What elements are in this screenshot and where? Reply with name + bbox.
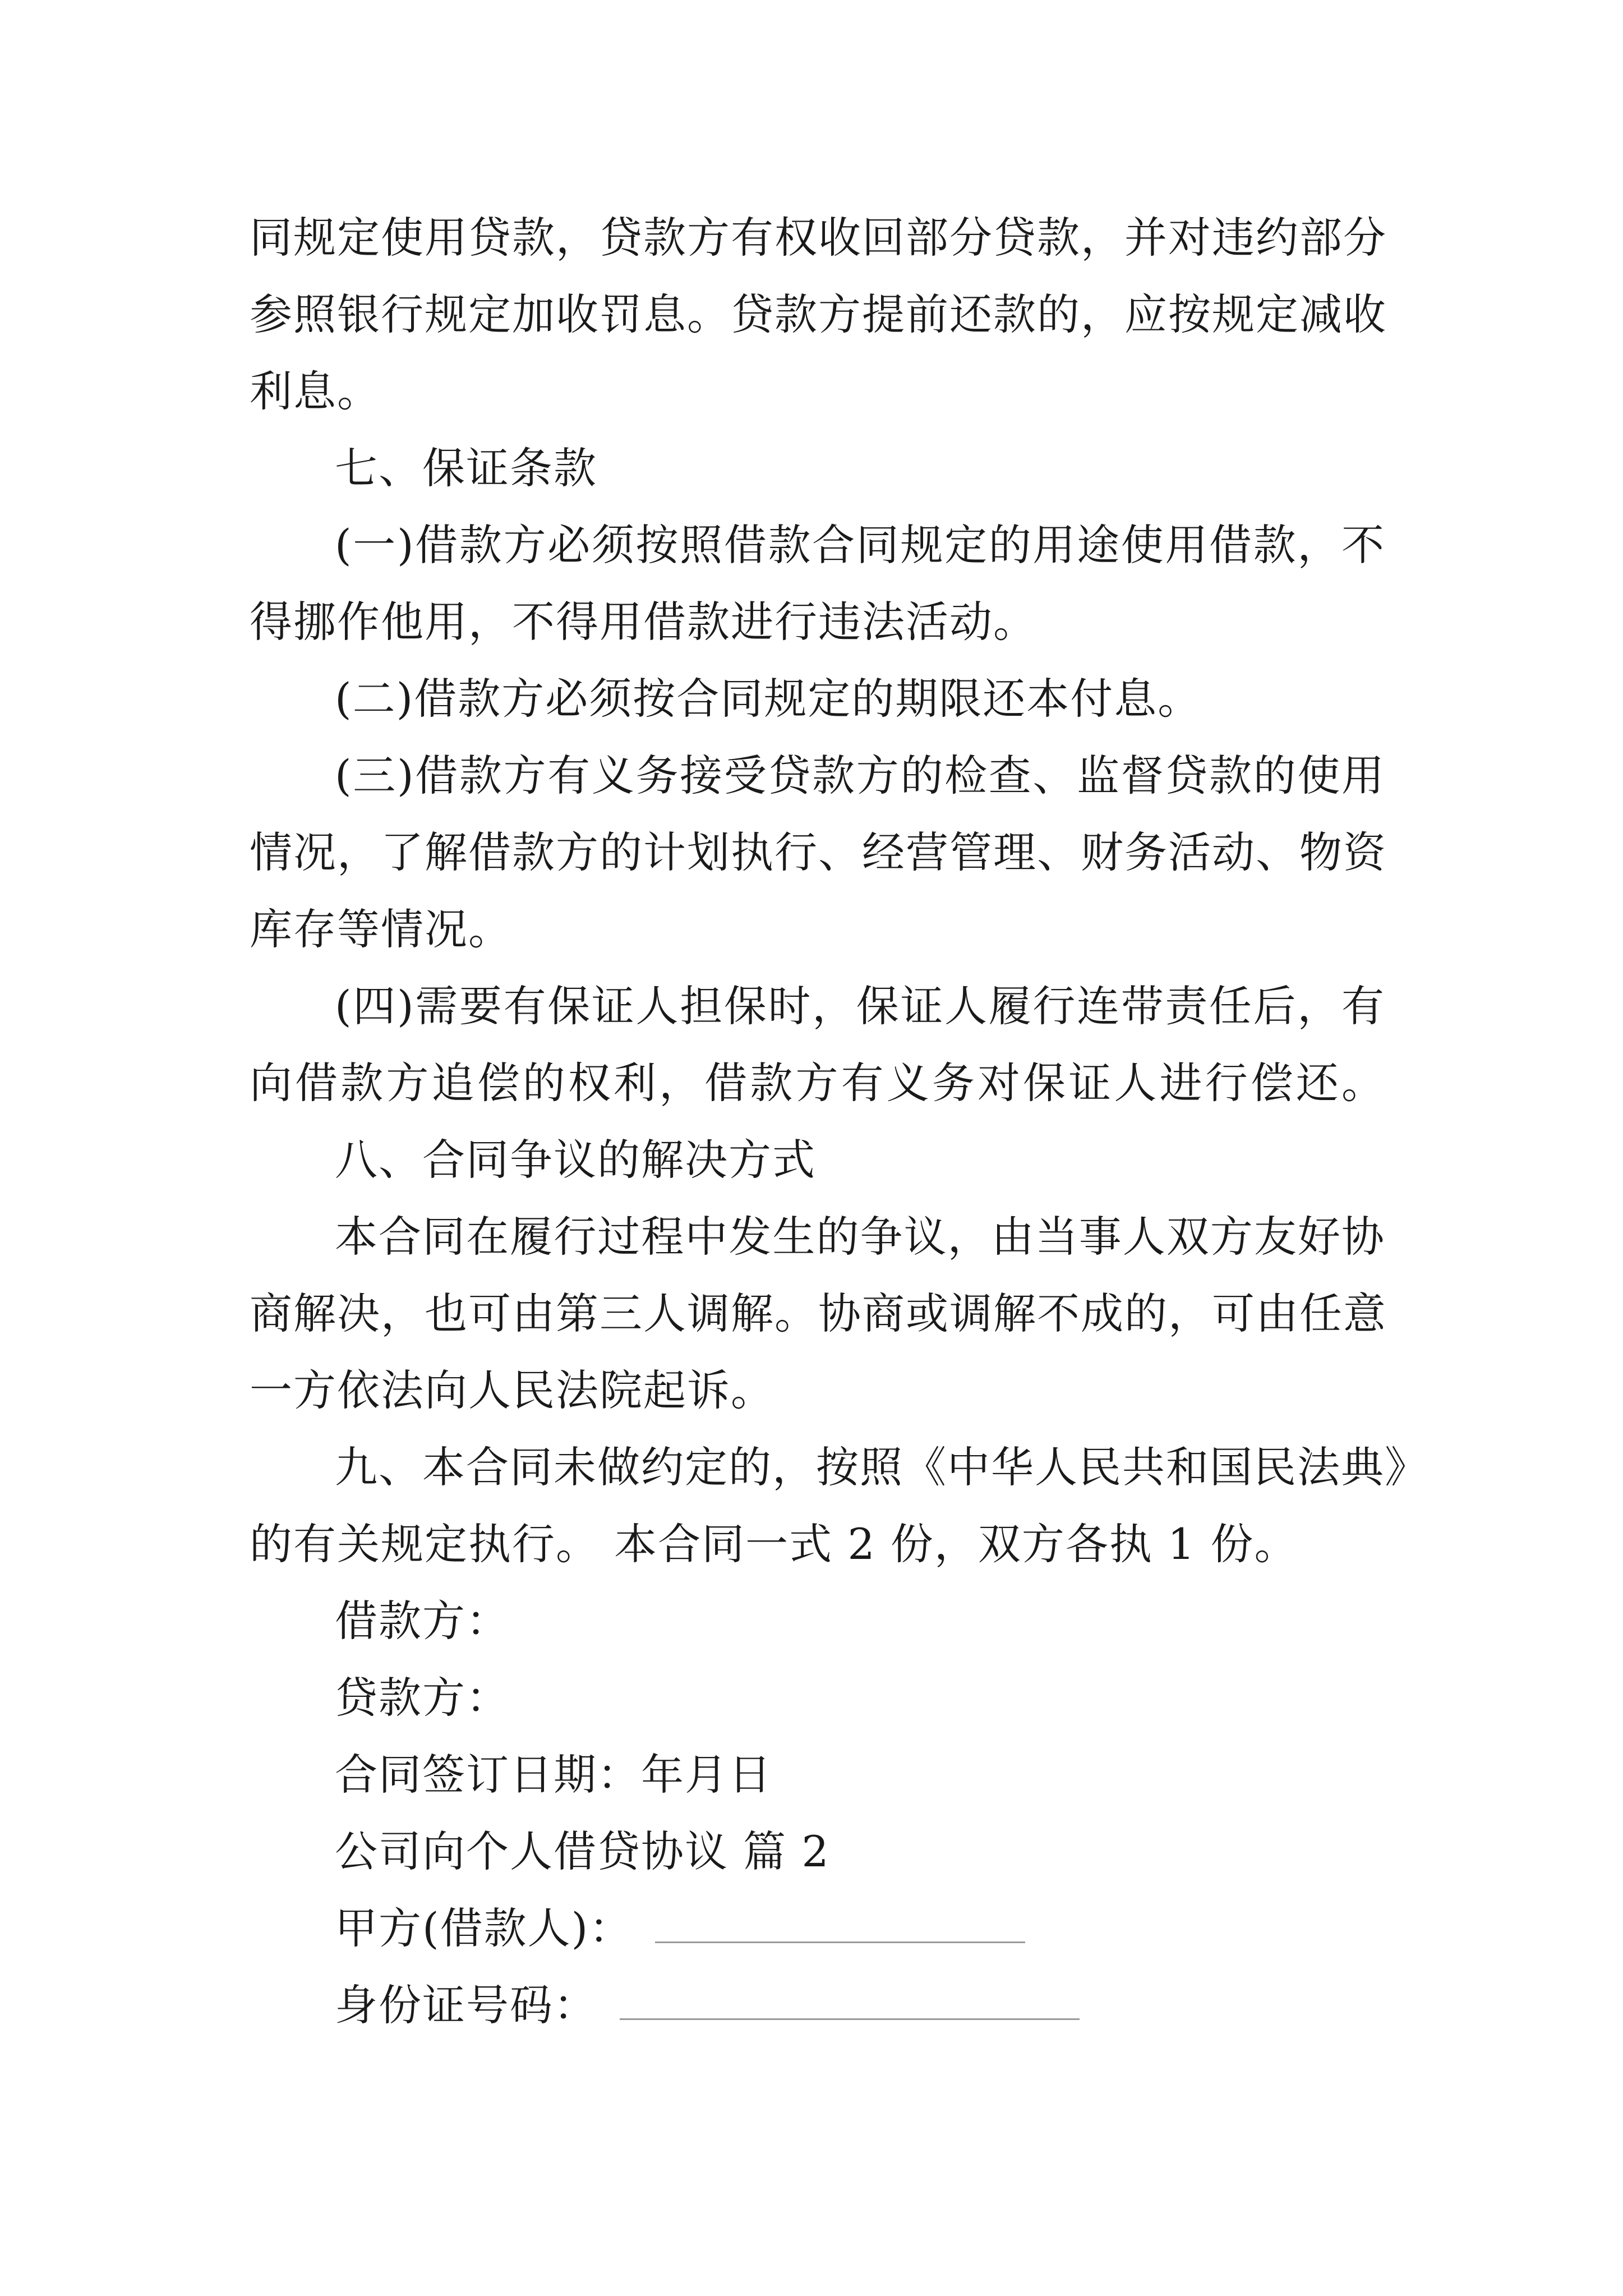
paragraph-line: 得挪作他用，不得用借款进行违法活动。 xyxy=(250,597,1037,647)
paragraph-line: (一)借款方必须按照借款合同规定的用途使用借款，不 xyxy=(335,520,1385,570)
paragraph-line: (四)需要有保证人担保时，保证人履行连带责任后，有 xyxy=(335,981,1385,1031)
paragraph-line: 利息。 xyxy=(250,366,381,416)
document-body xyxy=(250,199,1428,2044)
paragraph-line: 一方依法向人民法院起诉。 xyxy=(250,1365,774,1415)
paragraph-line: 商解决，也可由第三人调解。协商或调解不成的，可由任意 xyxy=(250,1289,1387,1338)
party-a-blank xyxy=(655,1909,1025,1943)
section-heading: 八、合同争议的解决方式 xyxy=(335,1135,816,1185)
paragraph-line: 库存等情况。 xyxy=(250,904,512,954)
paragraph-line: 情况，了解借款方的计划执行、经营管理、财务活动、物资 xyxy=(250,827,1387,877)
section-title: 公司向个人借贷协议 篇 2 xyxy=(335,1826,830,1876)
paragraph-line: 本合同在履行过程中发生的争议，由当事人双方友好协 xyxy=(335,1212,1385,1262)
signing-date-label: 合同签订日期：年月日 xyxy=(335,1750,772,1800)
party-a-label: 甲方(借款人)： xyxy=(335,1903,633,1953)
lender-signature-label: 贷款方： xyxy=(335,1673,510,1723)
id-number-blank xyxy=(620,1986,1080,2020)
paragraph-line: 的有关规定执行。 本合同一式 2 份，双方各执 1 份。 xyxy=(250,1519,1298,1569)
id-number-field xyxy=(250,1967,1385,2044)
paragraph-line: 九、本合同未做约定的，按照《中华人民共和国民法典》 xyxy=(335,1442,1428,1492)
paragraph-line: (二)借款方必须按合同规定的期限还本付息。 xyxy=(335,674,1202,724)
id-number-label: 身份证号码： xyxy=(335,1980,597,2030)
paragraph-line: 参照银行规定加收罚息。贷款方提前还款的，应按规定减收 xyxy=(250,289,1387,339)
paragraph-line: 向借款方追偿的权利，借款方有义务对保证人进行偿还。 xyxy=(250,1058,1385,1108)
paragraph-line: (三)借款方有义务接受贷款方的检查、监督贷款的使用 xyxy=(335,751,1385,800)
section-heading: 七、保证条款 xyxy=(335,443,597,493)
party-a-field xyxy=(250,1890,1385,1967)
borrower-signature-label: 借款方： xyxy=(335,1596,510,1646)
paragraph-line: 同规定使用贷款，贷款方有权收回部分贷款，并对违约部分 xyxy=(250,213,1387,263)
